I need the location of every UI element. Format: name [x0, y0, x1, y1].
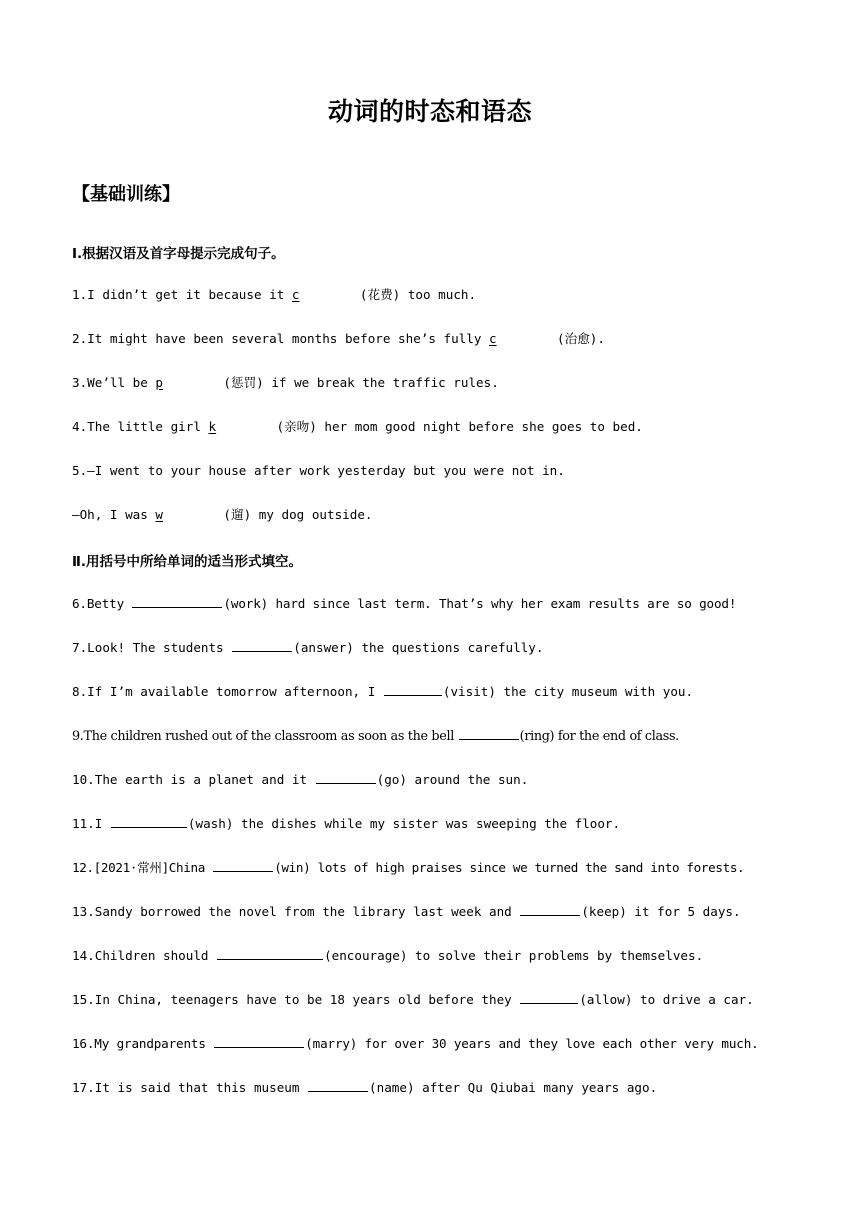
question-text: 8.If I’m available tomorrow afternoon, I	[72, 684, 383, 699]
question-text: (亲吻) her mom good night before she goes to bed.	[276, 419, 643, 434]
question-text: 5.—I went to your house after work yesterday but you were not in.	[72, 463, 565, 478]
question-5	[72, 462, 565, 480]
question-8	[72, 682, 693, 701]
question-7	[72, 638, 543, 657]
question-14	[72, 946, 703, 965]
question-text: (encourage) to solve their problems by themselves.	[324, 948, 704, 963]
question-3	[72, 374, 499, 392]
answer-blank	[316, 770, 376, 784]
question-text: (marry) for over 30 years and they love each other very much.	[305, 1036, 759, 1051]
question-11	[72, 814, 620, 833]
question-text: (遛) my dog outside.	[223, 507, 373, 522]
question-text: (go) around the sun.	[376, 772, 529, 787]
question-text: 9.The children rushed out of the classroom as soon as the bell	[72, 729, 458, 744]
question-text: (ring) for the end of class.	[519, 729, 679, 744]
question-5-reply	[72, 506, 372, 524]
answer-blank	[217, 946, 323, 960]
question-text: 11.I	[72, 816, 110, 831]
page-title: 动词的时态和语态	[327, 97, 532, 126]
answer-blank	[520, 902, 580, 916]
question-15	[72, 990, 754, 1009]
question-16	[72, 1034, 759, 1053]
question-text: 13.Sandy borrowed the novel from the library last week and	[72, 904, 520, 919]
letter-hint: c	[291, 287, 300, 302]
letter-hint: w	[155, 507, 163, 522]
question-text: (wash) the dishes while my sister was sweeping the floor.	[187, 816, 621, 831]
question-9	[72, 726, 679, 746]
question-13	[72, 902, 741, 921]
question-text: (win) lots of high praises since we turned the sand into forests.	[274, 860, 745, 875]
question-10	[72, 770, 528, 789]
question-text: (惩罚) if we break the traffic rules.	[223, 375, 499, 390]
letter-hint: p	[155, 375, 163, 390]
question-text: 12.[2021·常州]China	[72, 860, 213, 875]
question-text: (治愈).	[557, 331, 605, 346]
question-text: (answer) the questions carefully.	[293, 640, 544, 655]
question-text: —Oh, I was	[72, 507, 156, 522]
question-text: 7.Look! The students	[72, 640, 232, 655]
question-text: (allow) to drive a car.	[579, 992, 754, 1007]
question-text: (name) after Qu Qiubai many years ago.	[369, 1080, 658, 1095]
question-12	[72, 858, 744, 877]
answer-blank	[520, 990, 578, 1004]
answer-blank	[459, 726, 519, 740]
answer-blank	[384, 682, 442, 696]
question-text: (work) hard since last term. That’s why her exam results are so good!	[223, 596, 737, 611]
question-text: (visit) the city museum with you.	[442, 684, 694, 699]
question-text: 17.It is said that this museum	[72, 1080, 308, 1095]
question-text: 10.The earth is a planet and it	[72, 772, 315, 787]
answer-blank	[214, 1034, 304, 1048]
question-text: 14.Children should	[72, 948, 217, 963]
part1-heading: Ⅰ.根据汉语及首字母提示完成句子。	[72, 246, 285, 262]
question-17	[72, 1078, 657, 1097]
question-text: 1.I didn’t get it because it	[72, 287, 292, 302]
question-text: 4.The little girl	[72, 419, 209, 434]
answer-blank	[308, 1078, 368, 1092]
question-4	[72, 418, 643, 436]
section-title: 【基础训练】	[72, 184, 180, 205]
question-text: (keep) it for 5 days.	[581, 904, 741, 919]
question-1	[72, 286, 476, 304]
letter-hint: k	[208, 419, 217, 434]
question-text: (花费) too much.	[359, 287, 477, 302]
answer-blank	[132, 594, 222, 608]
answer-blank	[111, 814, 187, 828]
question-text: 15.In China, teenagers have to be 18 years old before they	[72, 992, 520, 1007]
question-text: 16.My grandparents	[72, 1036, 214, 1051]
question-6	[72, 594, 736, 613]
question-text: 3.We’ll be	[72, 375, 156, 390]
question-text: 2.It might have been several months before she’s fully	[72, 331, 490, 346]
answer-blank	[213, 858, 273, 872]
question-2	[72, 330, 605, 348]
letter-hint: c	[489, 331, 497, 346]
part2-heading: Ⅱ.用括号中所给单词的适当形式填空。	[72, 554, 303, 570]
question-text: 6.Betty	[72, 596, 132, 611]
answer-blank	[232, 638, 292, 652]
